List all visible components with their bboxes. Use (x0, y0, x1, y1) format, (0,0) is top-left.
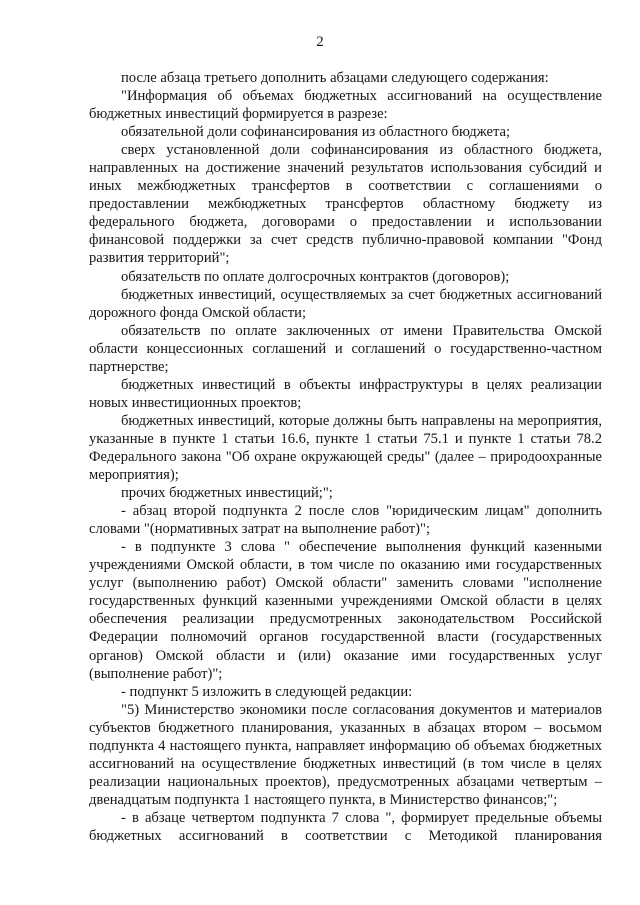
document-body (89, 69, 602, 845)
paragraph-subpoint-3: - в подпункте 3 слова " обеспечение выполнения функций казенными учреждениями Омской области, в том числе по оказанию ими государственных услуг (выполнению работ) Омской области" заменить словами "исполнение государственных функций казенными учреждениями Омской области в целях обеспечения реализации предусмотренных законодательством Российской Федерации полномочий органов государственной власти (государственных органов) Омской области и (или) оказание ими государственных услуг (выполнение работ)"; (89, 539, 602, 682)
paragraph-long-term-contracts: обязательств по оплате долгосрочных контрактов (договоров); (121, 268, 510, 285)
paragraph-road-fund: бюджетных инвестиций, осуществляемых за счет бюджетных ассигнований дорожного фонда Омской области; (89, 286, 602, 321)
paragraph-environmental: бюджетных инвестиций, которые должны быть направлены на мероприятия, указанные в пункте 1 статьи 16.6, пункте 1 статьи 75.1 и пункте 1 статьи 78.2 Федерального закона "Об охране окружающей среды" (далее – природоохранные мероприятия); (89, 412, 602, 484)
paragraph-infrastructure: бюджетных инвестиций в объекты инфраструктуры в целях реализации новых инвестиционных проектов; (89, 376, 602, 411)
paragraph-intro: после абзаца третьего дополнить абзацами следующего содержания: (121, 70, 549, 86)
paragraph-above-share: сверх установленной доли софинансирования из областного бюджета, направленных на достижение значений результатов использования субсидий и иных межбюджетных трансфертов в соответствии с соглашениями о предоставлении межбюджетных трансфертов областному бюджету из федерального бюджета, договорами о предоставлении и использовании финансовой поддержки за счет средств публично-правовой компании "Фонд развития территорий"; (89, 142, 602, 267)
paragraph-subpoint-2: - абзац второй подпункта 2 после слов "юридическим лицам" дополнить словами "(нормативных затрат на выполнение работ)"; (89, 503, 602, 538)
page-number: 2 (316, 34, 324, 50)
paragraph-mandatory-share: обязательной доли софинансирования из областного бюджета; (121, 124, 511, 141)
paragraph-subpoint-5-text: "5) Министерство экономики после согласования документов и материалов субъектов бюджетного планирования, указанных в абзацах втором – восьмом подпункта 4 настоящего пункта, направляет информацию об объемах бюджетных ассигнований на осуществление бюджетных инвестиций (в том числе в целях реализации национальных проектов), предусмотренных абзацами четвертым – двенадцатым подпункта 1 настоящего пункта, в Министерство финансов;"; (89, 701, 602, 808)
paragraph-subpoint-7: - в абзаце четвертом подпункта 7 слова ", формирует предельные объемы бюджетных ассигнований в соответствии с Методикой планирования (89, 809, 602, 844)
paragraph-subpoint-5-intro: - подпункт 5 изложить в следующей редакции: (121, 683, 413, 700)
paragraph-concessions: обязательств по оплате заключенных от имени Правительства Омской области концессионных соглашений и соглашений о государственно-частном партнерстве; (89, 322, 602, 375)
paragraph-investment-info: "Информация об объемах бюджетных ассигнований на осуществление бюджетных инвестиций формируется в разрезе: (89, 88, 602, 123)
paragraph-other-investments: прочих бюджетных инвестиций;"; (121, 485, 333, 502)
